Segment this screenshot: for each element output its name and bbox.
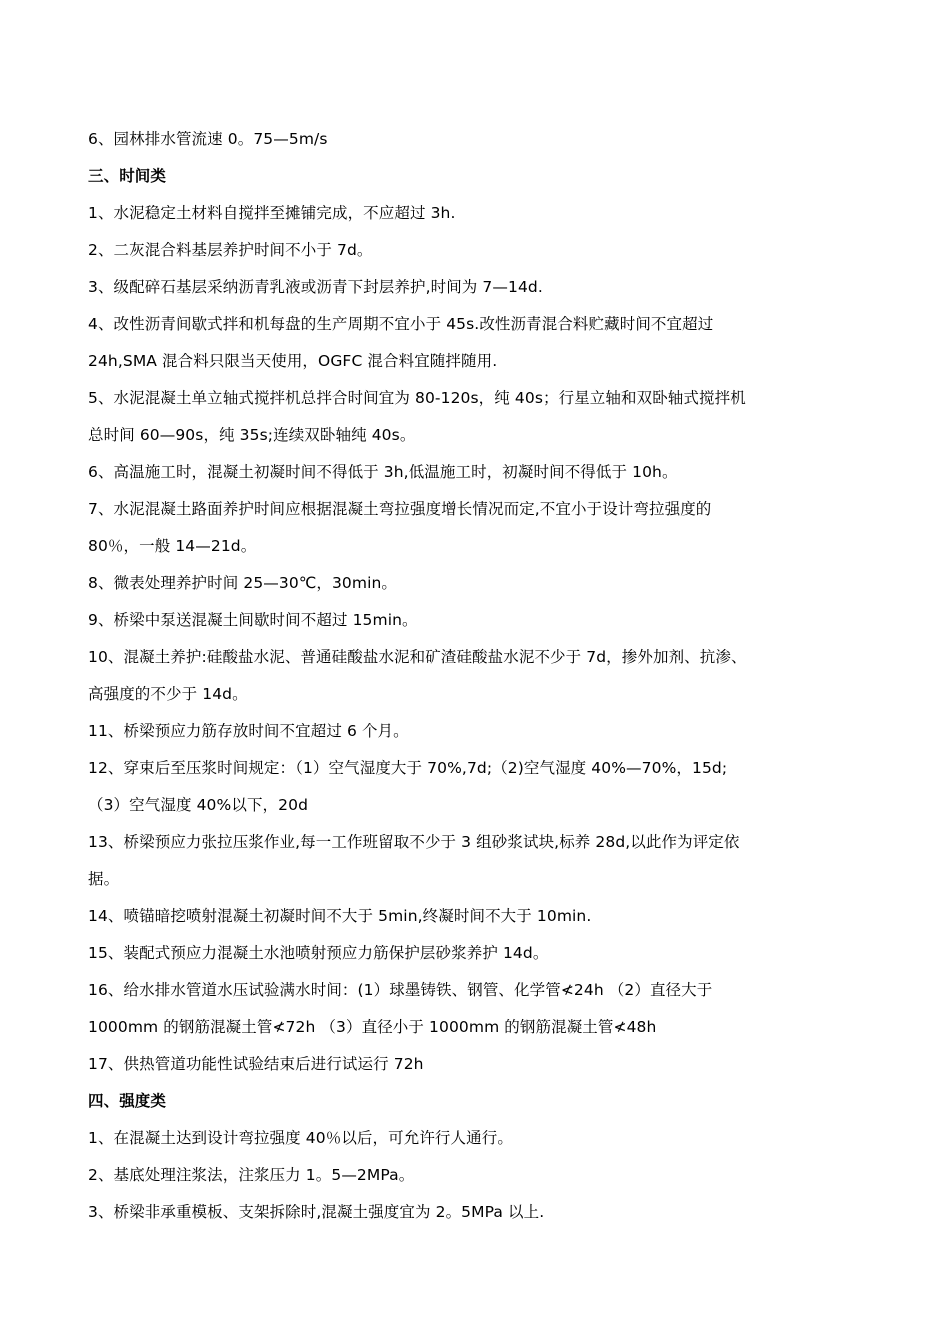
text-line: 24h,SMA 混合料只限当天使用，OGFC 混合料宜随拌随用. (88, 352, 498, 370)
text-line: 14、喷锚暗挖喷射混凝土初凝时间不大于 5min,终凝时间不大于 10min. (88, 907, 592, 925)
text-line: 1000mm 的钢筋混凝土管≮72h （3）直径小于 1000mm 的钢筋混凝土管≮48h (88, 1018, 657, 1036)
document-body (88, 121, 888, 1231)
section-heading: 四、强度类 (88, 1092, 167, 1110)
text-line: 80％，一般 14—21d。 (88, 537, 257, 555)
text-line: 13、桥梁预应力张拉压浆作业,每一工作班留取不少于 3 组砂浆试块,标养 28d,以此作为评定依 (88, 833, 740, 851)
text-line: 11、桥梁预应力筋存放时间不宜超过 6 个月。 (88, 722, 409, 740)
text-line: 2、二灰混合料基层养护时间不小于 7d。 (88, 241, 373, 259)
text-line: 8、微表处理养护时间 25—30℃，30min。 (88, 574, 397, 592)
text-line: 6、园林排水管流速 0。75—5m/s (88, 130, 328, 148)
text-line: 7、水泥混凝土路面养护时间应根据混凝土弯拉强度增长情况而定,不宜小于设计弯拉强度的 (88, 500, 712, 518)
text-line: 4、改性沥青间歇式拌和机每盘的生产周期不宜小于 45s.改性沥青混合料贮藏时间不宜超过 (88, 315, 714, 333)
text-line: 总时间 60—90s，纯 35s;连续双卧轴纯 40s。 (88, 426, 416, 444)
text-line: 据。 (88, 870, 120, 888)
text-line: 5、水泥混凝土单立轴式搅拌机总拌合时间宜为 80-120s，纯 40s；行星立轴和双卧轴式搅拌机 (88, 389, 746, 407)
text-line: 高强度的不少于 14d。 (88, 685, 248, 703)
text-line: 16、给水排水管道水压试验满水时间：(1）球墨铸铁、钢管、化学管≮24h （2）直径大于 (88, 981, 713, 999)
text-line: 17、供热管道功能性试验结束后进行试运行 72h (88, 1055, 424, 1073)
text-line: 1、水泥稳定土材料自搅拌至摊铺完成，不应超过 3h. (88, 204, 456, 222)
text-line: （3）空气湿度 40%以下，20d (88, 796, 309, 814)
section-heading: 三、时间类 (88, 167, 167, 185)
text-line: 9、桥梁中泵送混凝土间歇时间不超过 15min。 (88, 611, 418, 629)
text-line: 15、装配式预应力混凝土水池喷射预应力筋保护层砂浆养护 14d。 (88, 944, 549, 962)
text-line: 10、混凝土养护:硅酸盐水泥、普通硅酸盐水泥和矿渣硅酸盐水泥不少于 7d，掺外加剂、抗渗、 (88, 648, 747, 666)
text-line: 12、穿束后至压浆时间规定：（1）空气湿度大于 70%,7d;（2)空气湿度 40%—70%，15d; (88, 759, 728, 777)
text-line: 6、高温施工时，混凝土初凝时间不得低于 3h,低温施工时，初凝时间不得低于 10h。 (88, 463, 678, 481)
text-line: 1、在混凝土达到设计弯拉强度 40％以后，可允许行人通行。 (88, 1129, 513, 1147)
text-line: 3、级配碎石基层采纳沥青乳液或沥青下封层养护,时间为 7—14d. (88, 278, 543, 296)
text-line: 3、桥梁非承重模板、支架拆除时,混凝土强度宜为 2。5MPa 以上. (88, 1203, 545, 1221)
text-line: 2、基底处理注浆法，注浆压力 1。5—2MPa。 (88, 1166, 415, 1184)
